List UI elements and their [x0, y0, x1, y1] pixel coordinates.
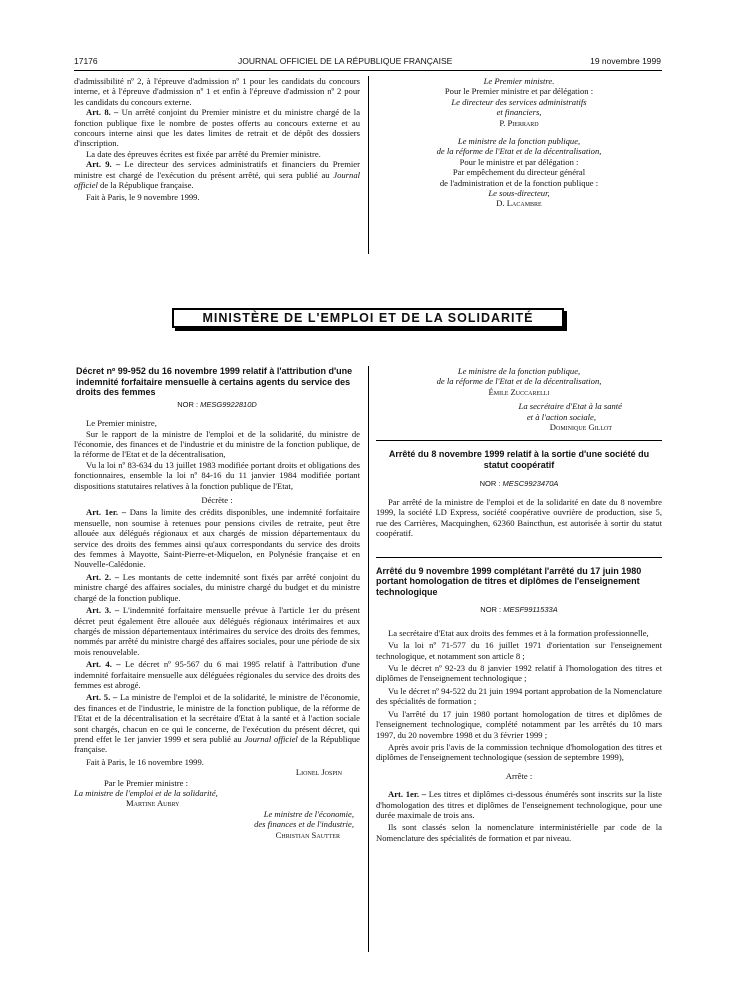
signatory-name: Dominique Gillot — [549, 422, 612, 433]
signatory-name: Émile Zuccarelli — [488, 386, 550, 397]
header-rule — [74, 70, 662, 71]
signatory-name: Martine Aubry — [126, 798, 180, 809]
paragraph: d'admissibilité nº 2, à l'épreuve d'admission nº 1 pour les candidats du concours interne, et à l'épreuve d'admission nº 1 et enfin à l'épreuve d'admission nº 2 pour les candidats du concours externe. — [74, 76, 360, 107]
paragraph: La date des épreuves écrites est fixée par arrêté du Premier ministre. — [86, 148, 321, 159]
signature-line: Pour le Premier ministre et par délégation : — [444, 86, 594, 97]
article-label: Art. 1er. – — [86, 507, 127, 518]
arrete-title: Arrêté du 8 novembre 1999 relatif à la sortie d'une société du statut coopératif — [388, 449, 650, 471]
signatory-name: D. Lacambre — [496, 198, 542, 209]
signature-line: de l'administration et de la fonction publique : — [439, 177, 599, 188]
article-text: Le directeur des services administratifs et financiers du Premier ministre est chargé de l'exécution du présent arrêté, qui sera publié au — [74, 159, 360, 180]
nor-code: MESF9911533A — [503, 605, 558, 615]
signature-line: et financiers, — [496, 107, 542, 118]
article-text: L'indemnité forfaitaire mensuelle prévue à l'article 1er du présent décret peut également être allouée aux délégués régionaux intérimaires et aux chargés de mission départementaux intérimaires du service des droits des femmes, nommés par arrêté du ministre chargé des affaires sociales, pour une période de six mois renouvelable. — [74, 605, 360, 657]
article-text: Dans la limite des crédits disponibles, une indemnité forfaitaire mensuelle, non soumise à retenues pour pensions civiles de retraite, peut être allouée aux délégués régionaux et aux chargés de mission départementaux du service des droits des femmes ainsi qu'aux correspondants du service des droits des femmes à Mayotte, Saint-Pierre-et-Miquelon, en Polynésie française et en Nouvelle-Calédonie. — [74, 507, 360, 570]
arrete-heading: Arrête : — [505, 770, 533, 781]
nor-label: NOR : — [177, 399, 201, 409]
article-text: Un arrêté conjoint du Premier ministre et du ministre chargé de la fonction publique fixe le nombre de postes offerts au concours externe et au concours interne ainsi que les dates limites de retrait et de dépôt des dossiers d'inscription. — [74, 107, 361, 149]
signature-line: Le ministre de la fonction publique, — [457, 366, 581, 376]
nor-label: NOR : — [480, 605, 504, 615]
paragraph: Vu le décret nº 92-23 du 8 janvier 1992 relatif à l'homologation des titres et diplômes de l'enseignement technologique ; — [376, 663, 662, 684]
paragraph: Vu le décret nº 94-522 du 21 juin 1994 portant approbation de la Nomenclature des spécialités de formation ; — [376, 685, 662, 707]
article-text: Le décret nº 95-567 du 6 mai 1995 relatif à l'attribution d'une indemnité forfaitaire mensuelle aux déléguées régionales du service des droits des femmes est abrogé. — [74, 659, 360, 690]
signature-line: et à l'action sociale, — [526, 411, 596, 422]
page-number: 17176 — [74, 56, 98, 66]
paragraph: Vu la loi nº 71-577 du 16 juillet 1971 d'orientation sur l'enseignement technologique, et notamment son article 8 ; — [376, 640, 662, 661]
nor-code: MESC9923470A — [502, 478, 559, 488]
signature-line: de la réforme de l'Etat et de la décentralisation, — [436, 376, 602, 387]
signature-line: de la réforme de l'Etat et de la décentralisation, — [436, 146, 602, 157]
article-4 — [74, 659, 360, 690]
article-text: Les montants de cette indemnité sont fixés par arrêté conjoint du ministre chargé des affaires sociales, du ministre chargé du budget et du ministre chargé de la fonction publique. — [74, 571, 361, 603]
article-label: Art. 4. – — [86, 659, 121, 670]
paragraph: Vu la loi nº 83-634 du 13 juillet 1983 modifiée portant droits et obligations des fonctionnaires, ensemble la loi nº 84-16 du 11 janvier 1984 modifiée portant dispositions statutaires relatives à la fonction publique de l'Etat, — [74, 459, 360, 491]
article-5 — [74, 692, 360, 754]
article-text-end: de la République française. — [97, 180, 194, 191]
article-label: Art. 9. – — [86, 159, 121, 170]
signature-line: Le directeur des services administratifs — [451, 96, 587, 107]
nor-code: MESG9922810D — [200, 399, 257, 409]
paragraph: Ils sont classés selon la nomenclature interministérielle par code de la Nomenclature des spécialités de formation et par niveau. — [376, 822, 662, 843]
journal-name: Journal officiel — [244, 733, 298, 744]
article-label: Art. 5. – — [86, 692, 118, 703]
signature-line: des finances et de l'industrie, — [254, 819, 354, 830]
right-column — [376, 366, 662, 843]
signature-line: Par le Premier ministre : — [104, 777, 189, 788]
signature-line: Le sous-directeur, — [488, 188, 550, 199]
signature-line: La ministre de l'emploi et de la solidarité, — [74, 788, 218, 798]
signature-line: Le Premier ministre. — [483, 76, 555, 86]
article-text-end: de la République française. — [74, 733, 360, 755]
article-label: Art. 2. – — [86, 571, 120, 582]
signatory-name: P. Pierrard — [499, 117, 539, 128]
article-2 — [74, 572, 360, 603]
journal-title: JOURNAL OFFICIEL DE LA RÉPUBLIQUE FRANÇAISE — [238, 56, 453, 66]
decree-title: Décret nº 99-952 du 16 novembre 1999 relatif à l'attribution d'une indemnité forfaitaire mensuelle à certains agents du service des droits des femmes — [76, 366, 353, 398]
signature-line: Le ministre de l'économie, — [263, 808, 354, 819]
article-text: La ministre de l'emploi et de la solidarité, le ministre de l'économie, des finances et de l'industrie, le ministre de la fonction publique, de la réforme de l'Etat et de la décentralisation et la secrétaire d'Etat à la santé et à l'action sociale sont chargés, chacun en ce qui le concerne, de l'exécution du présent décret, qui prend effet le 1er janvier 1999 et sera publié au — [74, 692, 360, 744]
nor-reference — [74, 400, 360, 410]
date-line: Fait à Paris, le 9 novembre 1999. — [86, 192, 200, 203]
signatory-name: Christian Sautter — [275, 829, 340, 840]
top-right-signatures — [376, 76, 662, 209]
arrete-title: Arrêté du 9 novembre 1999 complétant l'arrêté du 17 juin 1980 portant homologation de titres et diplômes de l'enseignement technologique — [376, 565, 642, 597]
column-divider — [368, 76, 369, 254]
article-1 — [74, 507, 360, 569]
date-line: Fait à Paris, le 16 novembre 1999. — [86, 756, 204, 767]
signature-line: Pour le ministre et par délégation : — [459, 156, 579, 167]
signature-line: Le ministre de la fonction publique, — [457, 136, 581, 147]
journal-name: Journal officiel — [74, 169, 360, 191]
paragraph: Le Premier ministre, — [86, 418, 157, 429]
paragraph: Après avoir pris l'avis de la commission technique d'homologation des titres et diplômes de l'enseignement technologique (session de septembre 1999), — [376, 741, 662, 763]
nor-reference — [376, 479, 662, 489]
signature-line: Par empêchement du directeur général — [452, 167, 586, 178]
paragraph: Sur le rapport de la ministre de l'emploi et de la solidarité, du ministre de l'économie, des finances et de l'industrie et du ministre de la fonction publique, de la réforme de l'Etat et de la décentralisation, — [74, 428, 360, 460]
ministry-banner: MINISTÈRE DE L'EMPLOI ET DE LA SOLIDARITÉ — [172, 308, 564, 328]
article-1 — [376, 789, 662, 820]
article-text: Les titres et diplômes ci-dessous énumérés sont inscrits sur la liste d'homologation des titres et diplômes de l'enseignement technologique, pour une durée maximale de trois ans. — [376, 789, 662, 820]
issue-date: 19 novembre 1999 — [590, 56, 661, 66]
signature-line: La secrétaire d'Etat à la santé — [518, 401, 622, 412]
separator — [376, 440, 662, 441]
nor-reference — [376, 605, 662, 615]
signatory-name: Lionel Jospin — [295, 767, 342, 778]
separator — [376, 557, 662, 558]
left-column — [74, 366, 360, 840]
article-label: Art. 3. – — [86, 605, 120, 616]
nor-label: NOR : — [479, 478, 503, 488]
paragraph: Par arrêté de la ministre de l'emploi et de la solidarité en date du 8 novembre 1999, la société LD Express, société coopérative ouvrière de production, sise 5, rue des Carrières, Macquinghen, 62360 Baincthun, est autorisée à sortir du statut coopératif. — [376, 497, 662, 539]
column-divider — [368, 366, 369, 952]
paragraph: Vu l'arrêté du 17 juin 1980 portant homologation de titres et diplômes de l'enseignement technologique, complété notamment par les arrêtés du 10 mars 1997, du 20 novembre 1998 et du 3 février 1999 ; — [376, 708, 662, 740]
decrete-heading: Décrète : — [201, 495, 233, 506]
article-label: Art. 1er. – — [388, 789, 427, 800]
article-8 — [74, 107, 360, 149]
article-3 — [74, 605, 360, 657]
paragraph: La secrétaire d'Etat aux droits des femmes et à la formation professionnelle, — [388, 627, 649, 638]
article-9 — [74, 159, 360, 190]
top-left-column — [74, 76, 360, 203]
article-label: Art. 8. – — [86, 107, 119, 118]
